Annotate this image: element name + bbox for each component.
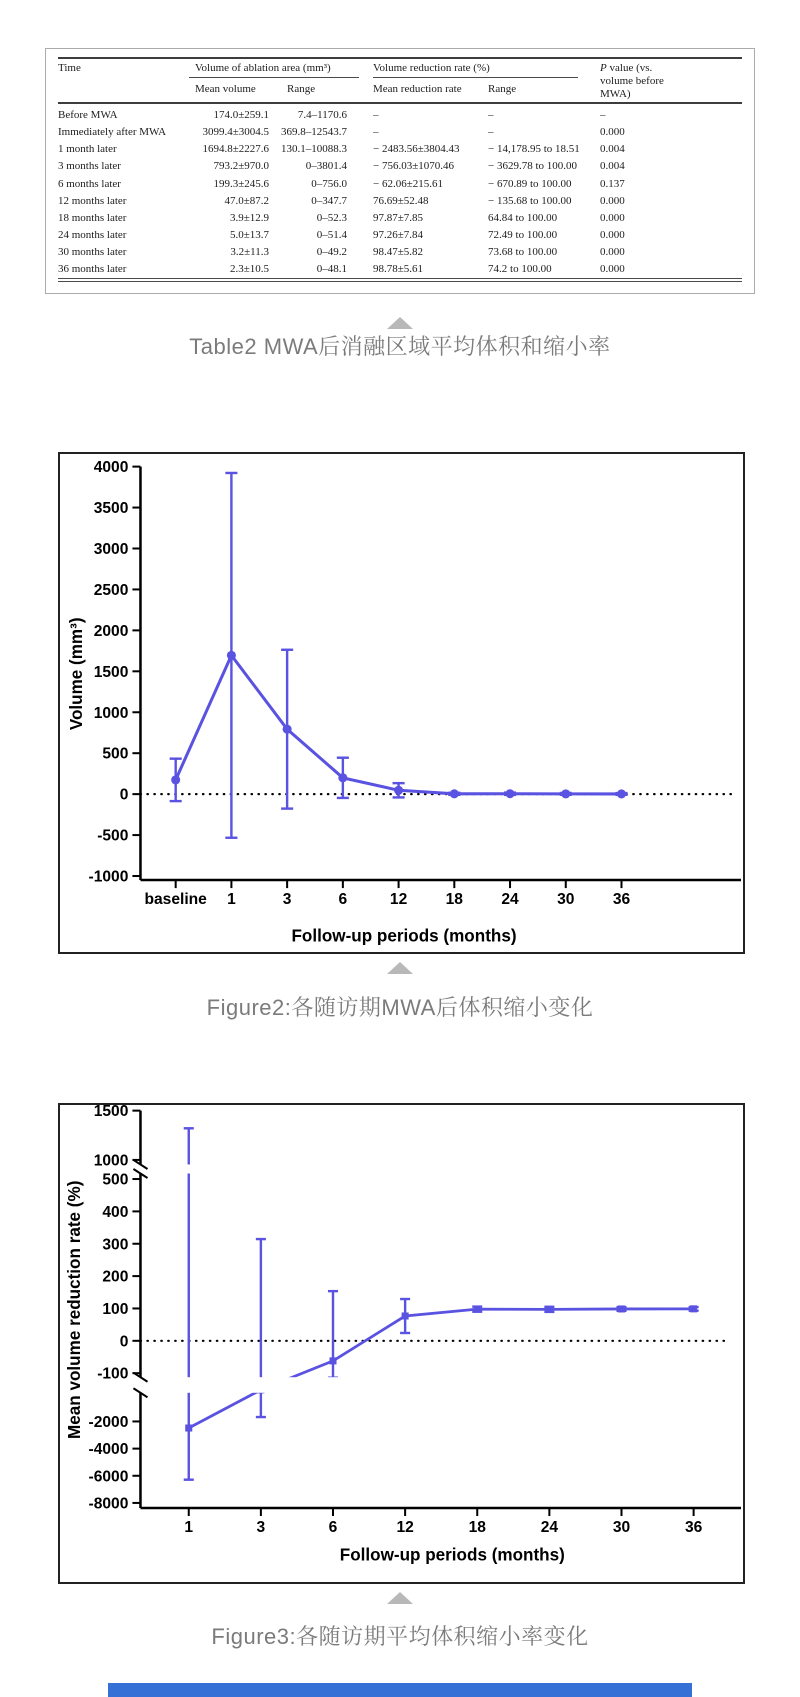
- footer-bar: [108, 1683, 692, 1697]
- svg-text:200: 200: [102, 1268, 129, 1286]
- table-cell: 0.004: [600, 143, 625, 156]
- data-table: [58, 57, 742, 282]
- table-cell: 76.69±52.48: [373, 194, 429, 207]
- table-cell: 0.004: [600, 160, 625, 173]
- svg-text:1000: 1000: [93, 1152, 129, 1170]
- svg-text:Mean volume reduction rate (%): Mean volume reduction rate (%): [65, 1180, 85, 1439]
- figure3-box: [58, 1103, 745, 1584]
- svg-text:24: 24: [501, 891, 519, 909]
- svg-text:3: 3: [282, 891, 292, 909]
- col-header-reduction-group: [373, 58, 600, 81]
- table-cell: − 14,178.95 to 18.51: [488, 143, 580, 156]
- table-cell: − 670.89 to 100.00: [488, 177, 572, 190]
- table-cell: 2.3±10.5: [229, 263, 269, 276]
- svg-text:4000: 4000: [93, 459, 129, 477]
- svg-text:500: 500: [102, 1171, 129, 1189]
- table-cell: 0–347.7: [311, 194, 348, 207]
- col-header-mean-reduction: Mean reduction rate: [373, 83, 462, 95]
- table-cell: 0.000: [600, 126, 625, 139]
- svg-text:-2000: -2000: [88, 1413, 129, 1431]
- table-cell: 0–3801.4: [305, 160, 348, 173]
- table-cell: –: [373, 126, 379, 139]
- svg-text:-6000: -6000: [88, 1468, 129, 1486]
- table-cell: 98.47±5.82: [373, 246, 424, 259]
- table-cell: 3 months later: [58, 160, 121, 173]
- table-cell: 98.78±5.61: [373, 263, 424, 276]
- table-row: [58, 103, 742, 124]
- table-row: [58, 244, 742, 261]
- svg-text:baseline: baseline: [144, 891, 207, 909]
- table-cell: − 2483.56±3804.43: [373, 143, 460, 156]
- table-cell: 30 months later: [58, 246, 127, 259]
- table-cell: 3.9±12.9: [229, 211, 269, 224]
- table-cell: 18 months later: [58, 211, 127, 224]
- table-cell: 0.137: [600, 177, 625, 190]
- svg-text:0: 0: [119, 1333, 129, 1351]
- table-cell: 0.000: [600, 263, 625, 276]
- table-cell: 369.8–12543.7: [281, 126, 348, 139]
- col-header-range1: Range: [287, 83, 316, 95]
- table-cell: 1 month later: [58, 143, 117, 156]
- svg-text:18: 18: [468, 1519, 486, 1537]
- table-cell: 12 months later: [58, 194, 127, 207]
- table-cell: 130.1–10088.3: [281, 143, 348, 156]
- svg-text:3500: 3500: [93, 500, 129, 518]
- table-body: [58, 103, 742, 279]
- svg-text:-4000: -4000: [88, 1441, 129, 1459]
- table-cell: 74.2 to 100.00: [488, 263, 552, 276]
- col-header-mean-volume: Mean volume: [195, 83, 256, 95]
- figure3-caption: Figure3:各随访期平均体积缩小率变化: [211, 1624, 589, 1649]
- svg-text:Follow-up periods (months): Follow-up periods (months): [291, 926, 517, 946]
- table-cell: − 62.06±215.61: [373, 177, 444, 190]
- table-cell: 1694.8±2227.6: [202, 143, 269, 156]
- volume-group-label: Volume of ablation area (mm³): [189, 62, 359, 78]
- svg-text:2500: 2500: [93, 581, 129, 599]
- table-cell: 36 months later: [58, 263, 127, 276]
- svg-text:1500: 1500: [93, 1105, 129, 1121]
- svg-text:2000: 2000: [93, 622, 129, 640]
- table-cell: 0–48.1: [316, 263, 348, 276]
- svg-text:Follow-up periods (months): Follow-up periods (months): [339, 1545, 565, 1565]
- table-cell: 7.4–1170.6: [297, 108, 348, 121]
- svg-text:400: 400: [102, 1203, 129, 1221]
- table-cell: 6 months later: [58, 177, 121, 190]
- table-cell: 0–756.0: [311, 177, 348, 190]
- table-cell: 3099.4±3004.5: [202, 126, 269, 139]
- figure2-chart: [60, 454, 743, 952]
- svg-text:1500: 1500: [93, 663, 129, 681]
- svg-text:1000: 1000: [93, 704, 129, 722]
- svg-text:3: 3: [256, 1519, 266, 1537]
- svg-text:30: 30: [612, 1519, 631, 1537]
- table-cell: − 756.03±1070.46: [373, 160, 455, 173]
- svg-text:36: 36: [684, 1519, 703, 1537]
- svg-text:-1000: -1000: [88, 868, 129, 886]
- svg-text:-8000: -8000: [88, 1495, 129, 1513]
- table-cell: Immediately after MWA: [58, 126, 167, 139]
- svg-text:24: 24: [540, 1519, 559, 1537]
- col-header-range2: Range: [488, 83, 517, 95]
- table-row: [58, 175, 742, 192]
- table-cell: –: [488, 108, 494, 121]
- table-cell: 0–51.4: [316, 229, 348, 241]
- table-cell: 0–52.3: [316, 211, 348, 224]
- table-cell: 5.0±13.7: [229, 229, 269, 241]
- table-cell: 174.0±259.1: [213, 108, 269, 121]
- svg-text:6: 6: [328, 1519, 338, 1537]
- table-cell: − 3629.78 to 100.00: [488, 160, 578, 173]
- figure2-box: [58, 452, 745, 954]
- svg-text:30: 30: [557, 891, 575, 909]
- table-row: [58, 193, 742, 210]
- table-cell: 0–49.2: [316, 246, 348, 259]
- reduction-group-label: Volume reduction rate (%): [373, 62, 578, 78]
- table-cell: 0.000: [600, 211, 625, 224]
- table-cell: 199.3±245.6: [213, 177, 269, 190]
- table-cell: 3.2±11.3: [230, 246, 269, 259]
- col-header-time: Time: [58, 62, 81, 74]
- table-cell: 0.000: [600, 194, 625, 207]
- table-cell: 72.49 to 100.00: [488, 229, 558, 241]
- svg-text:0: 0: [119, 786, 129, 804]
- table-cell: 24 months later: [58, 229, 127, 241]
- table-cell: 73.68 to 100.00: [488, 246, 558, 259]
- svg-text:300: 300: [102, 1236, 129, 1254]
- col-header-volume-group: [189, 58, 373, 81]
- table-cell: − 135.68 to 100.00: [488, 194, 572, 207]
- table-caption: Table2 MWA后消融区域平均体积和缩小率: [189, 334, 611, 359]
- figure2-caption: Figure2:各随访期MWA后体积缩小变化: [206, 995, 594, 1020]
- svg-text:-100: -100: [97, 1365, 129, 1383]
- table-cell: –: [488, 126, 494, 139]
- table-row: [58, 261, 742, 279]
- svg-text:1: 1: [227, 891, 236, 909]
- table-row: [58, 210, 742, 227]
- collapse-triangle-figure2[interactable]: [387, 962, 413, 974]
- table-cell: 97.87±7.85: [373, 211, 424, 224]
- table-bottom-rule: [58, 279, 742, 282]
- svg-text:Volume (mm³): Volume (mm³): [67, 617, 87, 731]
- table-row: [58, 124, 742, 141]
- table-row: [58, 227, 742, 244]
- table-cell: Before MWA: [58, 108, 118, 121]
- table-row: [58, 158, 742, 175]
- collapse-triangle-figure3[interactable]: [387, 1592, 413, 1604]
- svg-text:3000: 3000: [93, 541, 129, 559]
- collapse-triangle-table[interactable]: [387, 317, 413, 329]
- svg-text:12: 12: [396, 1519, 414, 1537]
- svg-text:100: 100: [102, 1300, 129, 1318]
- table-cell: –: [600, 108, 606, 121]
- table-cell: 47.0±87.2: [224, 194, 269, 207]
- svg-text:6: 6: [338, 891, 348, 909]
- table-cell: 0.000: [600, 229, 625, 241]
- svg-text:18: 18: [445, 891, 463, 909]
- figure3-chart: [60, 1105, 743, 1582]
- col-header-pvalue: [600, 58, 742, 103]
- svg-text:36: 36: [612, 891, 631, 909]
- svg-text:1: 1: [184, 1519, 194, 1537]
- svg-text:-500: -500: [97, 827, 129, 845]
- table-cell: 64.84 to 100.00: [488, 211, 558, 224]
- table-cell: 0.000: [600, 246, 625, 259]
- table-cell: 793.2±970.0: [213, 160, 269, 173]
- table-cell: –: [373, 108, 379, 121]
- svg-text:12: 12: [389, 891, 408, 909]
- table-section: [45, 48, 755, 294]
- table-cell: 97.26±7.84: [373, 229, 424, 241]
- pvalue-label: P value (vs. volume before MWA): [600, 62, 664, 100]
- svg-text:500: 500: [102, 745, 129, 763]
- table-row: [58, 141, 742, 158]
